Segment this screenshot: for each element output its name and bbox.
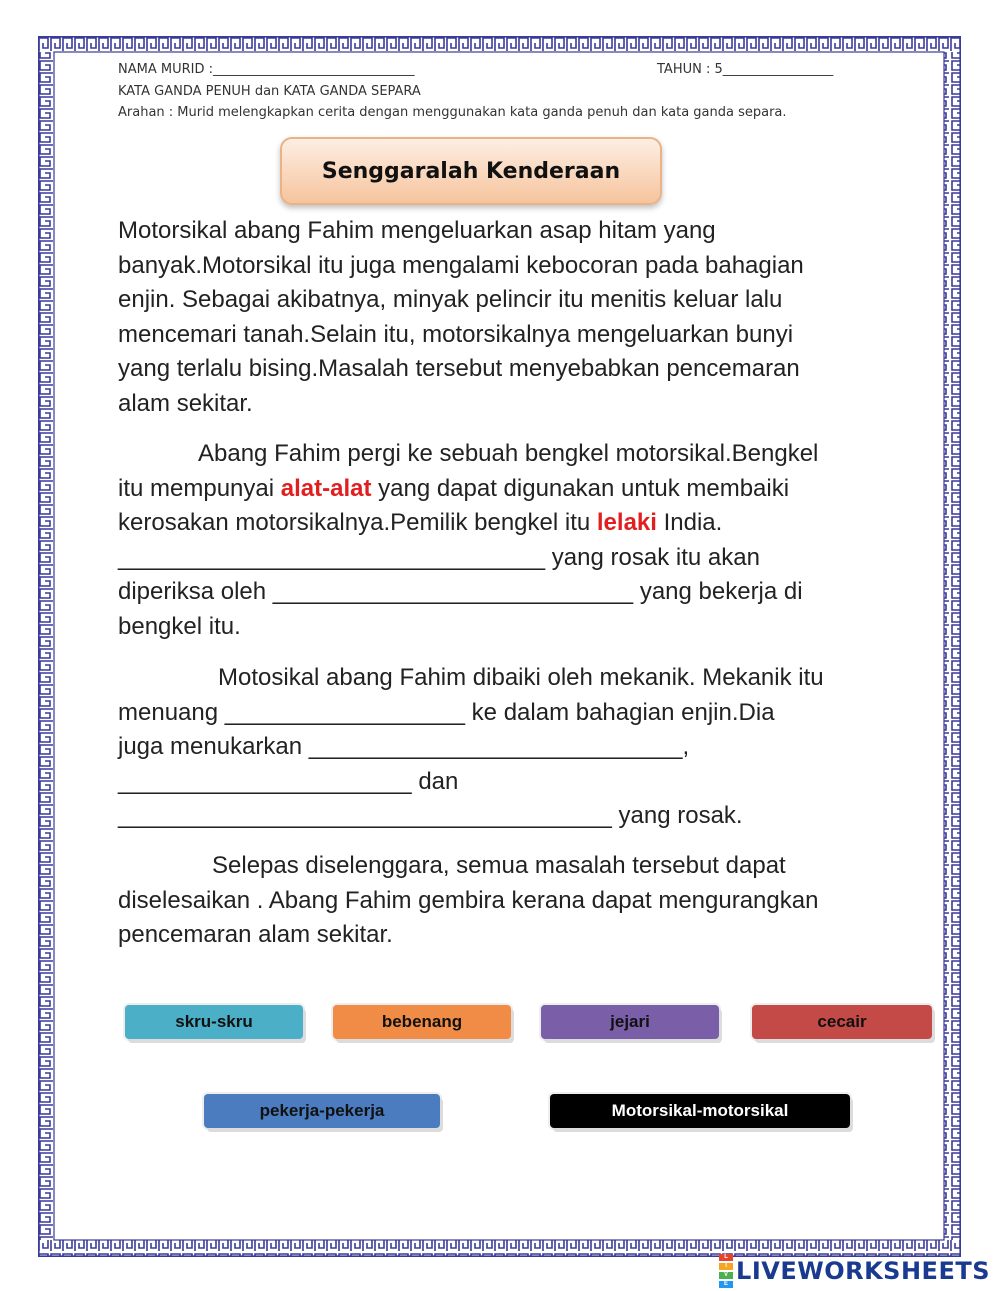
logo-letter: L (719, 1254, 733, 1261)
logo-letter: E (719, 1281, 733, 1288)
blank-line-6[interactable]: _____________________________________ yang rosak. (118, 802, 743, 829)
title-banner (280, 137, 662, 205)
text-line: banyak.Motorsikal itu juga mengalami kebocoran pada bahagian (118, 251, 804, 279)
blank-line-5[interactable]: ______________________ dan (118, 767, 459, 795)
blank-line-2[interactable]: diperiksa oleh ___________________________ yang bekerja di (118, 578, 803, 605)
text-line: Motorsikal abang Fahim mengeluarkan asap hitam yang (118, 217, 716, 244)
text-line (118, 506, 898, 541)
choice-motorsikal-motorsikal[interactable]: Motorsikal-motorsikal (550, 1094, 850, 1128)
year-field: TAHUN : 5_________________ (657, 62, 834, 77)
logo-text: LIVEWORKSHEETS (736, 1257, 990, 1285)
text-line: diselesaikan . Abang Fahim gembira kerana dapat mengurangkan (118, 886, 819, 914)
text-span: yang dapat digunakan untuk membaiki (371, 474, 790, 502)
choice-skru-skru[interactable]: skru-skru (125, 1005, 303, 1039)
text-line (118, 472, 898, 507)
paragraph-4 (118, 849, 898, 953)
choice-jejari[interactable]: jejari (541, 1005, 719, 1039)
highlight-word: lelaki (596, 509, 657, 536)
logo-letter: V (719, 1272, 733, 1279)
text-line: yang terlalu bising.Masalah tersebut menyebabkan pencemaran (118, 355, 800, 382)
text-line: bengkel itu. (118, 612, 241, 640)
text-span: kerosakan motorsikalnya.Pemilik bengkel itu (118, 509, 597, 536)
text-line: pencemaran alam sekitar. (118, 921, 393, 948)
text-line: mencemari tanah.Selain itu, motorsikalnya mengeluarkan bunyi (118, 320, 794, 348)
student-name-field: NAMA MURID :_______________________________ (118, 62, 415, 77)
text-line: Abang Fahim pergi ke sebuah bengkel motorsikal.Bengkel (198, 440, 819, 467)
paragraph-3 (118, 661, 898, 834)
instruction-line: Arahan : Murid melengkapkan cerita dengan menggunakan kata ganda penuh dan kata ganda separa. (118, 105, 787, 120)
page-title: Senggaralah Kenderaan (321, 158, 621, 184)
text-line: alam sekitar. (118, 389, 253, 417)
choice-cecair[interactable]: cecair (752, 1005, 932, 1039)
paragraph-1 (118, 214, 898, 421)
blank-line-3[interactable]: menuang __________________ ke dalam bahagian enjin.Dia (118, 698, 775, 726)
paragraph-2 (118, 437, 898, 644)
subject-line: KATA GANDA PENUH dan KATA GANDA SEPARA (118, 84, 421, 99)
liveworksheets-logo (719, 1254, 990, 1287)
blank-line-4[interactable]: juga menukarkan ____________________________, (118, 733, 690, 760)
text-span: India. (656, 509, 723, 536)
text-span: itu mempunyai (118, 474, 281, 502)
text-line: Motosikal abang Fahim dibaiki oleh mekanik. Mekanik itu (218, 664, 824, 691)
logo-letter: I (719, 1263, 733, 1270)
highlight-word: alat-alat (280, 474, 372, 502)
choice-pekerja-pekerja[interactable]: pekerja-pekerja (204, 1094, 440, 1128)
text-line: Selepas diselenggara, semua masalah tersebut dapat (212, 852, 786, 879)
text-line: enjin. Sebagai akibatnya, minyak pelincir itu menitis keluar lalu (118, 286, 783, 313)
logo-mark-icon (719, 1253, 733, 1289)
blank-line-1[interactable]: ________________________________ yang rosak itu akan (118, 543, 760, 571)
choice-bebenang[interactable]: bebenang (333, 1005, 511, 1039)
